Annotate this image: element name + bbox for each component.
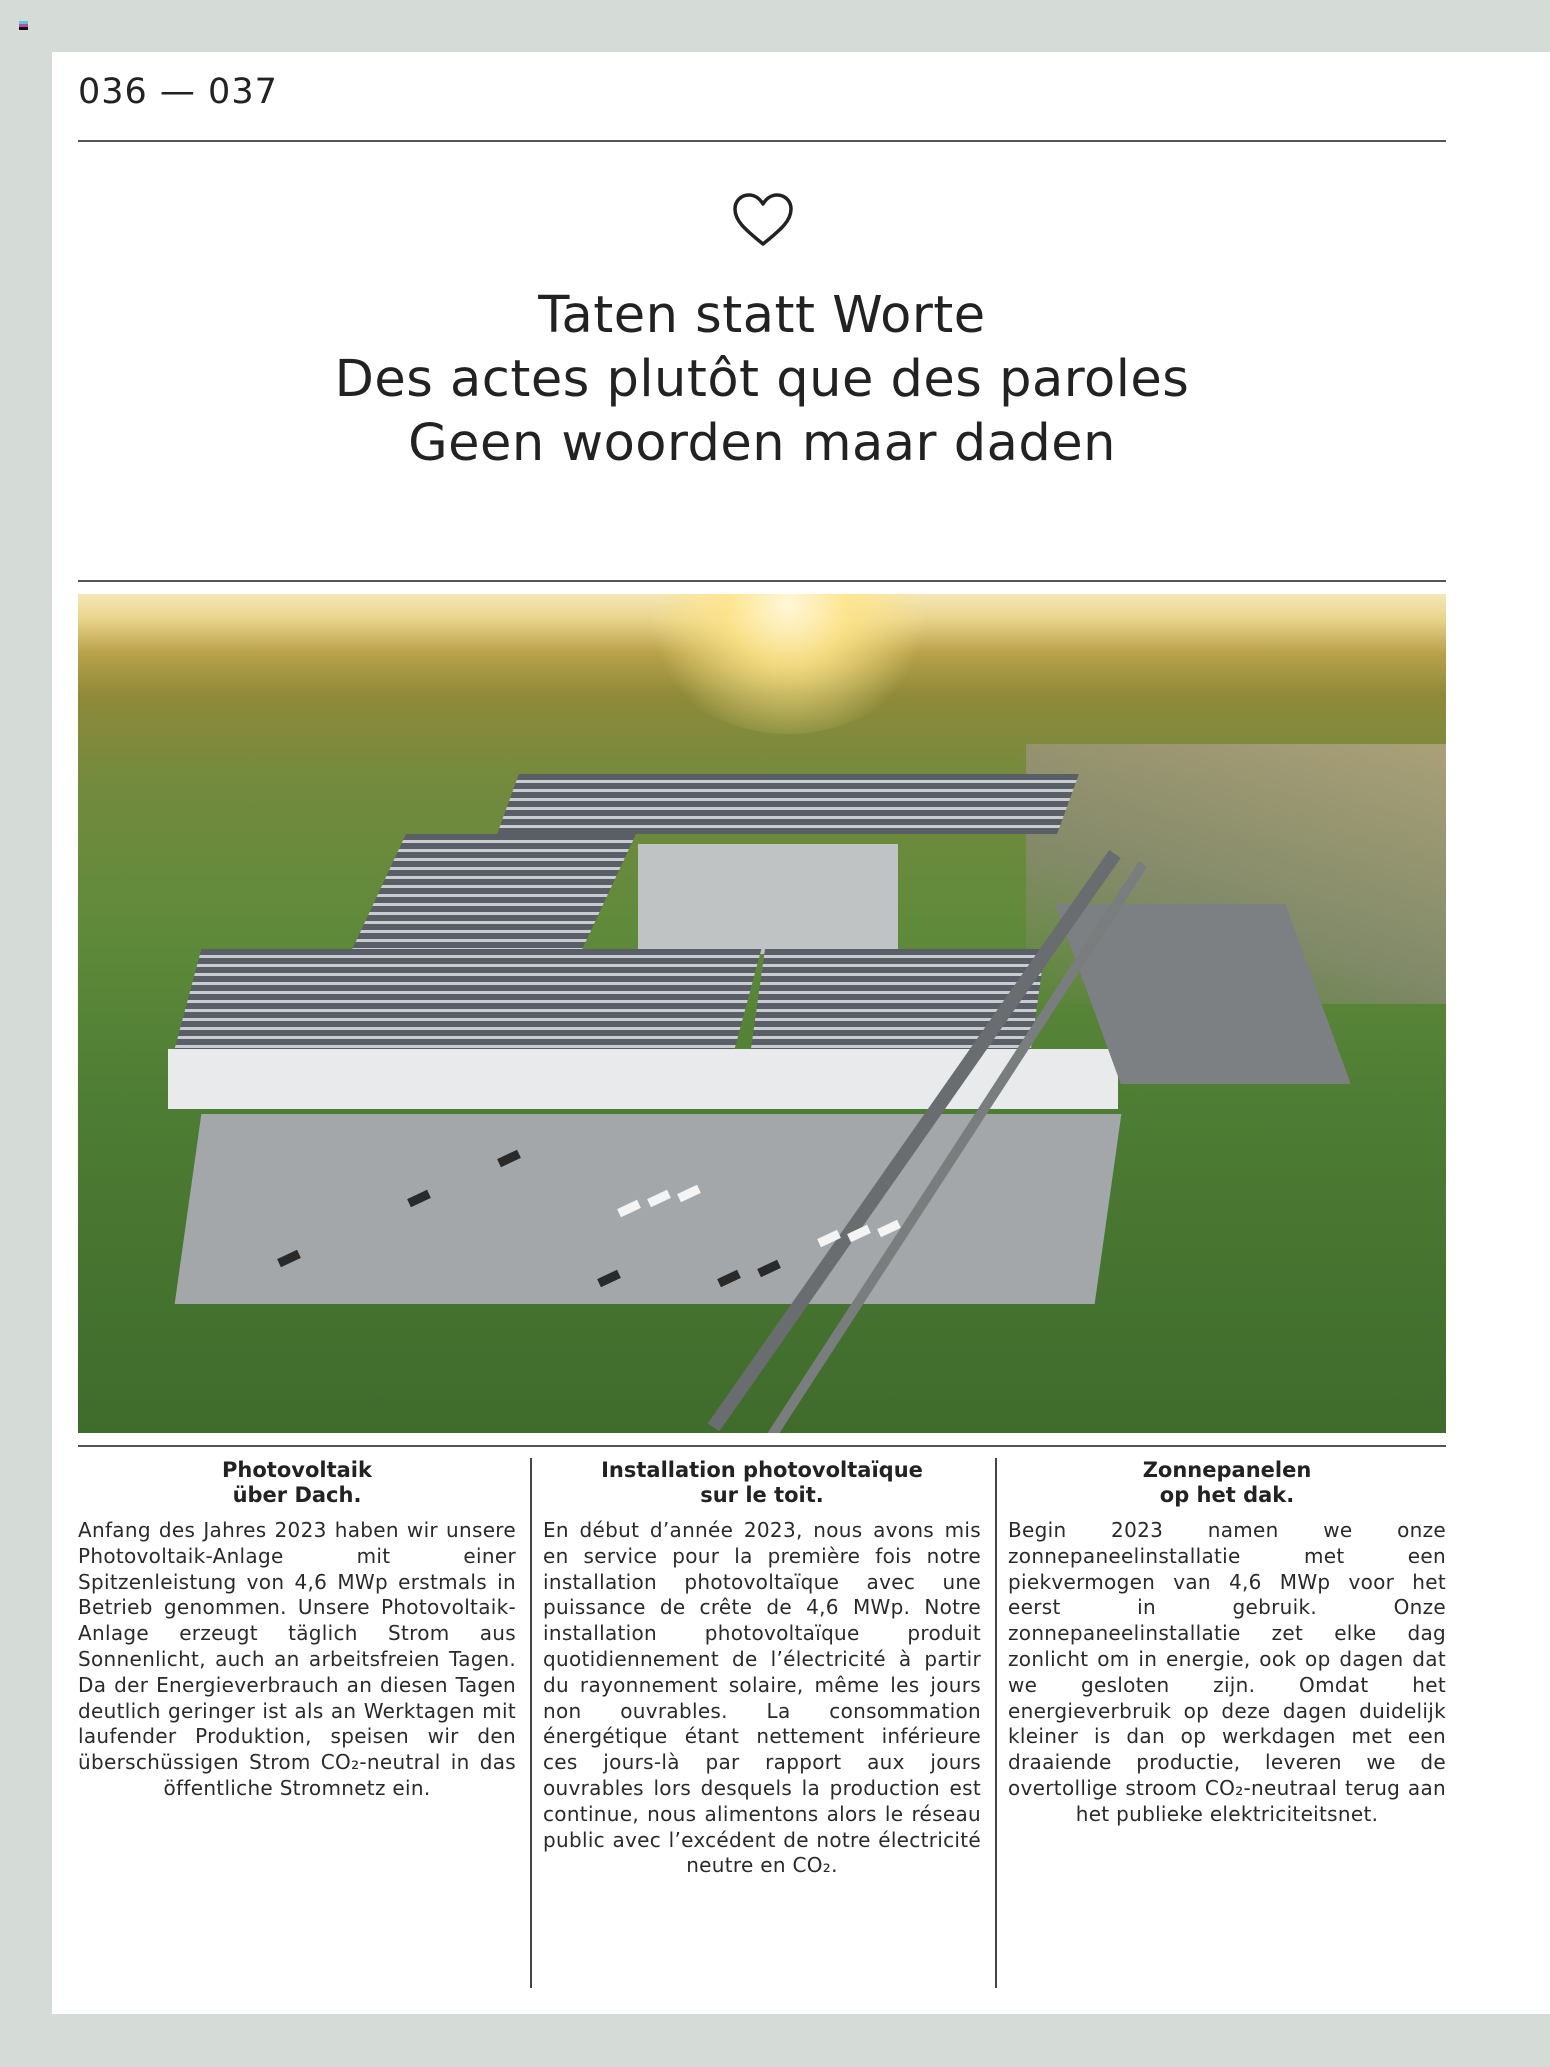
truck-yard (175, 1114, 1122, 1304)
sun-glow (638, 594, 938, 734)
column-body: Begin 2023 namen we onze zonnepaneelinstallatie met een piekvermogen van 4,6 MWp voor het eerst in gebruik. Onze zonnepaneelinstallatie zet elke dag zonlicht om in energie, ook op dagen dat we gesloten zijn. Omdat het energieverbruik op deze dagen duidelijk kleiner is dan op werkdagen met een draaiende productie, leveren we de overtollige stroom CO₂-neutraal terug aan het publieke elektriciteitsnet. (1008, 1518, 1446, 1826)
headline-divider (78, 580, 1446, 582)
headline-fr: Des actes plutôt que des paroles (334, 350, 1190, 409)
top-divider (78, 140, 1446, 142)
heart-icon (731, 192, 795, 248)
print-color-marker (19, 21, 28, 30)
factory-roof-front-left (175, 949, 762, 1049)
column-heading: Installation photovoltaïque sur le toit. (601, 1458, 923, 1507)
page-numbers: 036 — 037 (78, 72, 278, 112)
column-body: Anfang des Jahres 2023 haben wir unsere Photovoltaik-Anlage mit einer Spitzenleistung von 4,6 MWp erstmals in Betrieb genommen. Unsere Photovoltaik-Anlage erzeugt täglich Strom aus Sonnenlicht, auch an arbeitsfreien Tagen. Da der Energieverbrauch an diesen Tagen deutlich geringer ist als an Werktagen mit laufender Produktion, speisen wir den überschüssigen Strom CO₂-neutral in das öffentliche Stromnetz ein. (78, 1518, 516, 1800)
headline-de: Taten statt Worte (538, 286, 986, 345)
column-body: En début d’année 2023, nous avons mis en service pour la première fois notre installation photovoltaïque avec une puissance de crête de 4,6 MWp. Notre installation photovoltaïque produit quotidiennement de l’électricité à partir du rayonnement solaire, même les jours non ouvrables. La consommation énergétique étant nettement inférieure ces jours-là par rapport aux jours ouvrables lors desquels la production est continue, nous alimentons alors le réseau public avec l’excédent de notre électricité neutre en CO₂. (543, 1518, 981, 1878)
photo-divider (78, 1445, 1446, 1447)
column-heading: Photovoltaik über Dach. (222, 1458, 372, 1507)
text-columns (78, 1458, 1446, 1988)
column-nl (1008, 1458, 1446, 1828)
column-divider (530, 1458, 532, 1988)
inner-yard (638, 844, 898, 954)
factory-roof-left (350, 834, 636, 954)
factory-roof-back (497, 774, 1079, 834)
column-heading: Zonnepanelen op het dak. (1142, 1458, 1312, 1507)
column-fr (543, 1458, 981, 1879)
factory-roof-front-right (751, 949, 1045, 1049)
headline-nl: Geen woorden maar daden (408, 414, 1116, 473)
aerial-factory-photo (78, 594, 1446, 1433)
column-de (78, 1458, 516, 1802)
document-page (52, 52, 1550, 2014)
headline (52, 284, 1472, 476)
column-divider (995, 1458, 997, 1988)
